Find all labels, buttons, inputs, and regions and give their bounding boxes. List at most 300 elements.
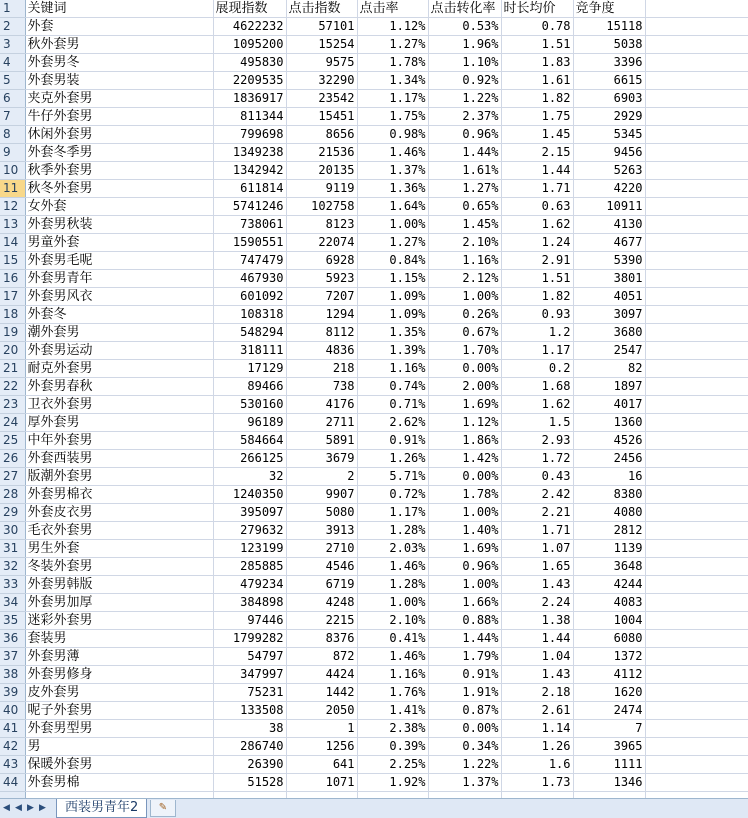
empty-cell[interactable]	[645, 144, 748, 162]
data-cell[interactable]: 1.62	[501, 216, 573, 234]
data-cell[interactable]: 8656	[286, 126, 357, 144]
keyword-cell[interactable]: 耐克外套男	[25, 360, 213, 378]
data-cell[interactable]: 0.93	[501, 306, 573, 324]
row-header[interactable]: 12	[0, 198, 25, 216]
empty-cell[interactable]	[645, 342, 748, 360]
data-cell[interactable]: 799698	[213, 126, 286, 144]
data-cell[interactable]: 4248	[286, 594, 357, 612]
data-cell[interactable]: 0.00%	[428, 468, 501, 486]
data-cell[interactable]: 2547	[573, 342, 645, 360]
row-header[interactable]: 7	[0, 108, 25, 126]
data-cell[interactable]: 4017	[573, 396, 645, 414]
data-cell[interactable]: 1.6	[501, 756, 573, 774]
data-cell[interactable]: 1349238	[213, 144, 286, 162]
data-cell[interactable]: 218	[286, 360, 357, 378]
data-cell[interactable]: 102758	[286, 198, 357, 216]
data-cell[interactable]: 0.78	[501, 18, 573, 36]
data-cell[interactable]: 1.10%	[428, 54, 501, 72]
keyword-cell[interactable]: 中年外套男	[25, 432, 213, 450]
data-cell[interactable]: 2.21	[501, 504, 573, 522]
keyword-cell[interactable]: 外套男风衣	[25, 288, 213, 306]
data-cell[interactable]: 15254	[286, 36, 357, 54]
empty-cell[interactable]	[645, 324, 748, 342]
row-header[interactable]: 19	[0, 324, 25, 342]
data-cell[interactable]: 1.45	[501, 126, 573, 144]
next-sheet-icon[interactable]: ▶	[27, 803, 34, 813]
keyword-cell[interactable]: 外套男毛呢	[25, 252, 213, 270]
data-cell[interactable]: 266125	[213, 450, 286, 468]
data-cell[interactable]: 1111	[573, 756, 645, 774]
data-cell[interactable]: 1.22%	[428, 756, 501, 774]
data-cell[interactable]: 384898	[213, 594, 286, 612]
row-header[interactable]: 5	[0, 72, 25, 90]
data-cell[interactable]: 1.17%	[357, 90, 428, 108]
data-cell[interactable]: 3680	[573, 324, 645, 342]
data-cell[interactable]: 96189	[213, 414, 286, 432]
data-cell[interactable]: 872	[286, 648, 357, 666]
data-cell[interactable]: 26390	[213, 756, 286, 774]
keyword-cell[interactable]: 外套男型男	[25, 720, 213, 738]
data-cell[interactable]: 123199	[213, 540, 286, 558]
row-header[interactable]: 1	[0, 0, 25, 18]
empty-cell[interactable]	[645, 558, 748, 576]
data-cell[interactable]: 0.53%	[428, 18, 501, 36]
data-cell[interactable]: 2.37%	[428, 108, 501, 126]
data-cell[interactable]: 1.41%	[357, 702, 428, 720]
data-cell[interactable]: 1.28%	[357, 576, 428, 594]
row-header[interactable]: 25	[0, 432, 25, 450]
data-cell[interactable]: 4176	[286, 396, 357, 414]
data-cell[interactable]: 1.16%	[428, 252, 501, 270]
data-cell[interactable]: 0.41%	[357, 630, 428, 648]
data-cell[interactable]: 2474	[573, 702, 645, 720]
data-cell[interactable]: 0.67%	[428, 324, 501, 342]
data-cell[interactable]: 2.10%	[428, 234, 501, 252]
row-header[interactable]: 20	[0, 342, 25, 360]
data-cell[interactable]: 5263	[573, 162, 645, 180]
data-cell[interactable]: 4526	[573, 432, 645, 450]
data-cell[interactable]: 1.38	[501, 612, 573, 630]
data-cell[interactable]: 10911	[573, 198, 645, 216]
keyword-cell[interactable]: 外套男秋装	[25, 216, 213, 234]
data-cell[interactable]: 8123	[286, 216, 357, 234]
data-cell[interactable]: 32290	[286, 72, 357, 90]
keyword-cell[interactable]: 女外套	[25, 198, 213, 216]
data-cell[interactable]: 1.73	[501, 774, 573, 792]
data-cell[interactable]: 1.96%	[428, 36, 501, 54]
data-cell[interactable]: 1.78%	[428, 486, 501, 504]
data-cell[interactable]: 1.00%	[428, 288, 501, 306]
row-header[interactable]: 43	[0, 756, 25, 774]
data-cell[interactable]: 6615	[573, 72, 645, 90]
data-cell[interactable]: 108318	[213, 306, 286, 324]
data-cell[interactable]: 279632	[213, 522, 286, 540]
data-cell[interactable]: 2050	[286, 702, 357, 720]
keyword-cell[interactable]: 版潮外套男	[25, 468, 213, 486]
keyword-cell[interactable]: 男童外套	[25, 234, 213, 252]
row-header[interactable]: 15	[0, 252, 25, 270]
data-cell[interactable]: 1.92%	[357, 774, 428, 792]
data-cell[interactable]: 2929	[573, 108, 645, 126]
row-header[interactable]: 6	[0, 90, 25, 108]
data-cell[interactable]: 1004	[573, 612, 645, 630]
data-cell[interactable]: 5891	[286, 432, 357, 450]
data-cell[interactable]: 2.03%	[357, 540, 428, 558]
data-cell[interactable]: 0.63	[501, 198, 573, 216]
empty-cell[interactable]	[645, 576, 748, 594]
row-header[interactable]: 32	[0, 558, 25, 576]
data-cell[interactable]: 8380	[573, 486, 645, 504]
data-cell[interactable]: 1372	[573, 648, 645, 666]
data-cell[interactable]: 75231	[213, 684, 286, 702]
keyword-cell[interactable]: 外套冬	[25, 306, 213, 324]
data-cell[interactable]: 1.69%	[428, 396, 501, 414]
data-cell[interactable]: 1836917	[213, 90, 286, 108]
data-cell[interactable]: 1.04	[501, 648, 573, 666]
data-cell[interactable]: 1071	[286, 774, 357, 792]
empty-cell[interactable]	[645, 630, 748, 648]
data-cell[interactable]: 1.66%	[428, 594, 501, 612]
data-cell[interactable]: 7207	[286, 288, 357, 306]
data-cell[interactable]: 6928	[286, 252, 357, 270]
data-cell[interactable]: 1.28%	[357, 522, 428, 540]
data-cell[interactable]: 4051	[573, 288, 645, 306]
data-cell[interactable]: 8112	[286, 324, 357, 342]
column-header-ctr[interactable]: 点击率	[357, 0, 428, 18]
empty-cell[interactable]	[645, 432, 748, 450]
empty-cell[interactable]	[645, 234, 748, 252]
data-cell[interactable]: 1.65	[501, 558, 573, 576]
data-cell[interactable]: 2209535	[213, 72, 286, 90]
row-header[interactable]: 22	[0, 378, 25, 396]
empty-cell[interactable]	[645, 702, 748, 720]
data-cell[interactable]: 1360	[573, 414, 645, 432]
data-cell[interactable]: 5345	[573, 126, 645, 144]
data-cell[interactable]: 2711	[286, 414, 357, 432]
data-cell[interactable]: 1.64%	[357, 198, 428, 216]
data-cell[interactable]: 1.00%	[428, 576, 501, 594]
column-header-clicks[interactable]: 点击指数	[286, 0, 357, 18]
keyword-cell[interactable]: 男	[25, 738, 213, 756]
keyword-cell[interactable]: 秋季外套男	[25, 162, 213, 180]
last-sheet-icon[interactable]: ▶	[39, 803, 46, 813]
row-header[interactable]: 33	[0, 576, 25, 594]
data-cell[interactable]: 1.34%	[357, 72, 428, 90]
keyword-cell[interactable]: 外套男运动	[25, 342, 213, 360]
row-header[interactable]: 17	[0, 288, 25, 306]
empty-cell[interactable]	[645, 54, 748, 72]
data-cell[interactable]: 3648	[573, 558, 645, 576]
data-cell[interactable]: 738	[286, 378, 357, 396]
data-cell[interactable]: 2.91	[501, 252, 573, 270]
empty-cell[interactable]	[645, 306, 748, 324]
data-cell[interactable]: 1.36%	[357, 180, 428, 198]
data-cell[interactable]: 97446	[213, 612, 286, 630]
empty-cell[interactable]	[645, 396, 748, 414]
data-cell[interactable]: 2.61	[501, 702, 573, 720]
data-cell[interactable]: 1.44%	[428, 630, 501, 648]
keyword-cell[interactable]: 牛仔外套男	[25, 108, 213, 126]
data-cell[interactable]: 0.96%	[428, 558, 501, 576]
data-cell[interactable]: 17129	[213, 360, 286, 378]
row-header[interactable]: 40	[0, 702, 25, 720]
data-cell[interactable]: 16	[573, 468, 645, 486]
data-cell[interactable]: 1.00%	[357, 594, 428, 612]
data-cell[interactable]: 1.26	[501, 738, 573, 756]
row-header[interactable]: 39	[0, 684, 25, 702]
data-cell[interactable]: 1.09%	[357, 288, 428, 306]
empty-cell[interactable]	[645, 522, 748, 540]
data-cell[interactable]: 1.39%	[357, 342, 428, 360]
data-cell[interactable]: 3801	[573, 270, 645, 288]
empty-cell[interactable]	[645, 270, 748, 288]
data-cell[interactable]: 1590551	[213, 234, 286, 252]
data-cell[interactable]: 1	[286, 720, 357, 738]
data-cell[interactable]: 1.83	[501, 54, 573, 72]
keyword-cell[interactable]: 外套男加厚	[25, 594, 213, 612]
data-cell[interactable]: 530160	[213, 396, 286, 414]
data-cell[interactable]: 3679	[286, 450, 357, 468]
empty-cell[interactable]	[645, 684, 748, 702]
empty-cell[interactable]	[645, 72, 748, 90]
data-cell[interactable]: 0.84%	[357, 252, 428, 270]
empty-cell[interactable]	[645, 216, 748, 234]
data-cell[interactable]: 2.00%	[428, 378, 501, 396]
data-cell[interactable]: 1.45%	[428, 216, 501, 234]
data-cell[interactable]: 1.27%	[428, 180, 501, 198]
data-cell[interactable]: 1.37%	[357, 162, 428, 180]
data-cell[interactable]: 3913	[286, 522, 357, 540]
row-header[interactable]: 23	[0, 396, 25, 414]
data-cell[interactable]: 0.91%	[428, 666, 501, 684]
empty-cell[interactable]	[645, 198, 748, 216]
empty-cell[interactable]	[645, 18, 748, 36]
data-cell[interactable]: 3396	[573, 54, 645, 72]
data-cell[interactable]: 0.43	[501, 468, 573, 486]
keyword-cell[interactable]: 夹克外套男	[25, 90, 213, 108]
data-cell[interactable]: 1.43	[501, 666, 573, 684]
empty-cell[interactable]	[645, 720, 748, 738]
keyword-cell[interactable]: 潮外套男	[25, 324, 213, 342]
empty-cell[interactable]	[645, 414, 748, 432]
data-cell[interactable]: 1.71	[501, 522, 573, 540]
keyword-cell[interactable]: 外套男春秋	[25, 378, 213, 396]
empty-cell[interactable]	[645, 378, 748, 396]
data-cell[interactable]: 0.87%	[428, 702, 501, 720]
keyword-cell[interactable]: 外套西装男	[25, 450, 213, 468]
data-cell[interactable]: 811344	[213, 108, 286, 126]
keyword-cell[interactable]: 外套男修身	[25, 666, 213, 684]
row-header[interactable]: 44	[0, 774, 25, 792]
data-cell[interactable]: 2	[286, 468, 357, 486]
data-cell[interactable]: 4677	[573, 234, 645, 252]
keyword-cell[interactable]: 外套冬季男	[25, 144, 213, 162]
keyword-cell[interactable]: 外套男薄	[25, 648, 213, 666]
data-cell[interactable]: 22074	[286, 234, 357, 252]
data-cell[interactable]: 1.22%	[428, 90, 501, 108]
row-header[interactable]: 4	[0, 54, 25, 72]
data-cell[interactable]: 1.14	[501, 720, 573, 738]
data-cell[interactable]: 2812	[573, 522, 645, 540]
data-cell[interactable]: 641	[286, 756, 357, 774]
data-cell[interactable]: 0.00%	[428, 720, 501, 738]
data-cell[interactable]: 2.38%	[357, 720, 428, 738]
data-cell[interactable]: 51528	[213, 774, 286, 792]
data-cell[interactable]: 1.12%	[357, 18, 428, 36]
data-cell[interactable]: 1.17%	[357, 504, 428, 522]
keyword-cell[interactable]: 外套男青年	[25, 270, 213, 288]
empty-cell[interactable]	[645, 504, 748, 522]
keyword-cell[interactable]: 外套皮衣男	[25, 504, 213, 522]
row-header[interactable]: 42	[0, 738, 25, 756]
data-cell[interactable]: 4546	[286, 558, 357, 576]
row-header[interactable]: 13	[0, 216, 25, 234]
data-cell[interactable]: 4112	[573, 666, 645, 684]
data-cell[interactable]: 1.26%	[357, 450, 428, 468]
empty-cell[interactable]	[645, 180, 748, 198]
data-cell[interactable]: 1.16%	[357, 666, 428, 684]
data-cell[interactable]: 0.26%	[428, 306, 501, 324]
column-header-avg-price[interactable]: 时长均价	[501, 0, 573, 18]
data-cell[interactable]: 1.37%	[428, 774, 501, 792]
data-cell[interactable]: 82	[573, 360, 645, 378]
data-cell[interactable]: 6080	[573, 630, 645, 648]
row-header[interactable]: 16	[0, 270, 25, 288]
keyword-cell[interactable]: 迷彩外套男	[25, 612, 213, 630]
data-cell[interactable]: 9907	[286, 486, 357, 504]
column-header-conversion[interactable]: 点击转化率	[428, 0, 501, 18]
data-cell[interactable]: 1.35%	[357, 324, 428, 342]
data-cell[interactable]: 1.91%	[428, 684, 501, 702]
data-cell[interactable]: 0.98%	[357, 126, 428, 144]
empty-cell[interactable]	[645, 486, 748, 504]
row-header[interactable]: 26	[0, 450, 25, 468]
data-cell[interactable]: 1294	[286, 306, 357, 324]
row-header[interactable]: 2	[0, 18, 25, 36]
data-cell[interactable]: 15451	[286, 108, 357, 126]
data-cell[interactable]: 1342942	[213, 162, 286, 180]
data-cell[interactable]: 0.39%	[357, 738, 428, 756]
data-cell[interactable]: 54797	[213, 648, 286, 666]
prev-sheet-icon[interactable]: ◀	[15, 803, 22, 813]
data-cell[interactable]: 6903	[573, 90, 645, 108]
keyword-cell[interactable]: 冬装外套男	[25, 558, 213, 576]
data-cell[interactable]: 1256	[286, 738, 357, 756]
data-cell[interactable]: 2456	[573, 450, 645, 468]
data-cell[interactable]: 1442	[286, 684, 357, 702]
data-cell[interactable]: 6719	[286, 576, 357, 594]
data-cell[interactable]: 0.00%	[428, 360, 501, 378]
data-cell[interactable]: 0.2	[501, 360, 573, 378]
row-header[interactable]: 34	[0, 594, 25, 612]
data-cell[interactable]: 4083	[573, 594, 645, 612]
data-cell[interactable]: 23542	[286, 90, 357, 108]
data-cell[interactable]: 601092	[213, 288, 286, 306]
keyword-cell[interactable]: 厚外套男	[25, 414, 213, 432]
data-cell[interactable]: 1.69%	[428, 540, 501, 558]
keyword-cell[interactable]: 外套男装	[25, 72, 213, 90]
data-cell[interactable]: 1799282	[213, 630, 286, 648]
data-cell[interactable]: 2.62%	[357, 414, 428, 432]
data-cell[interactable]: 286740	[213, 738, 286, 756]
data-cell[interactable]: 738061	[213, 216, 286, 234]
data-cell[interactable]: 1.27%	[357, 36, 428, 54]
empty-cell[interactable]	[645, 450, 748, 468]
data-cell[interactable]: 1.09%	[357, 306, 428, 324]
data-cell[interactable]: 4622232	[213, 18, 286, 36]
row-header[interactable]: 27	[0, 468, 25, 486]
empty-cell[interactable]	[645, 288, 748, 306]
data-cell[interactable]: 495830	[213, 54, 286, 72]
data-cell[interactable]: 5390	[573, 252, 645, 270]
data-cell[interactable]: 1.46%	[357, 558, 428, 576]
row-header[interactable]: 3	[0, 36, 25, 54]
row-header[interactable]: 11	[0, 180, 25, 198]
row-header[interactable]: 9	[0, 144, 25, 162]
data-cell[interactable]: 1.79%	[428, 648, 501, 666]
data-cell[interactable]: 1.51	[501, 36, 573, 54]
empty-cell[interactable]	[645, 162, 748, 180]
empty-cell[interactable]	[645, 648, 748, 666]
data-cell[interactable]: 1240350	[213, 486, 286, 504]
keyword-cell[interactable]: 毛衣外套男	[25, 522, 213, 540]
data-cell[interactable]: 4220	[573, 180, 645, 198]
row-header[interactable]: 28	[0, 486, 25, 504]
data-cell[interactable]: 9119	[286, 180, 357, 198]
data-cell[interactable]: 5741246	[213, 198, 286, 216]
data-cell[interactable]: 2.15	[501, 144, 573, 162]
data-cell[interactable]: 1.27%	[357, 234, 428, 252]
empty-cell[interactable]	[645, 540, 748, 558]
data-cell[interactable]: 20135	[286, 162, 357, 180]
data-cell[interactable]: 5.71%	[357, 468, 428, 486]
data-cell[interactable]: 3097	[573, 306, 645, 324]
data-cell[interactable]: 1.07	[501, 540, 573, 558]
first-sheet-icon[interactable]: ◀	[3, 803, 10, 813]
row-header[interactable]: 8	[0, 126, 25, 144]
data-cell[interactable]: 1.51	[501, 270, 573, 288]
data-cell[interactable]: 395097	[213, 504, 286, 522]
keyword-cell[interactable]: 呢子外套男	[25, 702, 213, 720]
data-cell[interactable]: 1.17	[501, 342, 573, 360]
data-cell[interactable]: 0.88%	[428, 612, 501, 630]
data-cell[interactable]: 1.44%	[428, 144, 501, 162]
data-cell[interactable]: 285885	[213, 558, 286, 576]
data-cell[interactable]: 1.24	[501, 234, 573, 252]
row-header[interactable]: 37	[0, 648, 25, 666]
data-cell[interactable]: 5923	[286, 270, 357, 288]
data-cell[interactable]: 0.92%	[428, 72, 501, 90]
data-cell[interactable]: 1.82	[501, 288, 573, 306]
data-cell[interactable]: 1.75%	[357, 108, 428, 126]
data-cell[interactable]: 1346	[573, 774, 645, 792]
row-header[interactable]: 36	[0, 630, 25, 648]
data-cell[interactable]: 2.18	[501, 684, 573, 702]
keyword-cell[interactable]: 保暖外套男	[25, 756, 213, 774]
empty-cell[interactable]	[645, 468, 748, 486]
data-cell[interactable]: 1095200	[213, 36, 286, 54]
data-cell[interactable]: 479234	[213, 576, 286, 594]
column-header-keyword[interactable]: 关键词	[25, 0, 213, 18]
keyword-cell[interactable]: 秋外套男	[25, 36, 213, 54]
data-cell[interactable]: 57101	[286, 18, 357, 36]
data-cell[interactable]: 4424	[286, 666, 357, 684]
data-cell[interactable]: 1.43	[501, 576, 573, 594]
empty-cell[interactable]	[645, 738, 748, 756]
row-header[interactable]: 18	[0, 306, 25, 324]
row-header[interactable]: 31	[0, 540, 25, 558]
data-cell[interactable]: 584664	[213, 432, 286, 450]
